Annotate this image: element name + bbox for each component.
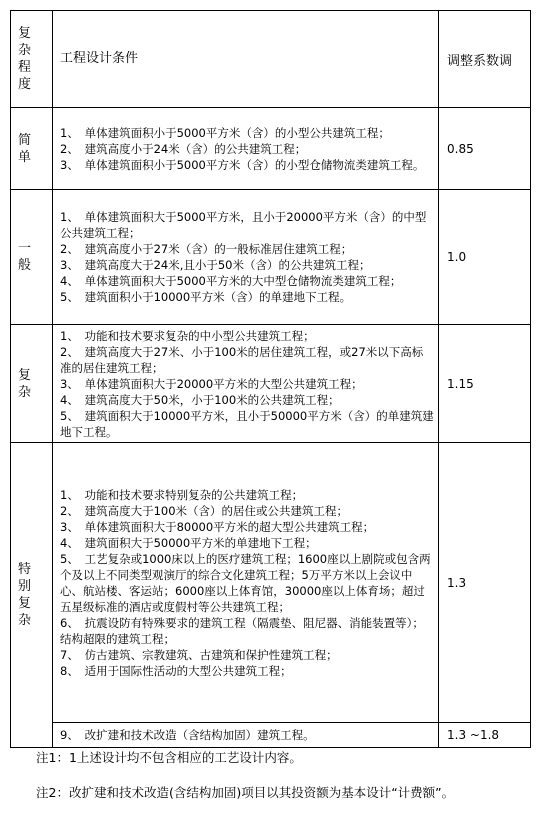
condition-item: 4、 建筑高度大于50米，小于100米的公共建筑工程；: [60, 392, 340, 407]
degree-char: 复: [18, 367, 32, 383]
note-2: 注2：改扩建和技术改造(含结构加固)项目以其投资额为基本设计“计费额”。: [36, 785, 455, 800]
condition-item: 3、 单体建筑面积大于20000平方米的大型公共建筑工程；: [60, 376, 363, 391]
table-row-special: [11, 443, 531, 723]
header-degree-char: 度: [18, 77, 32, 92]
condition-item: 1、 功能和技术要求特别复杂的公共建筑工程；: [60, 487, 304, 502]
table-row-normal: [11, 190, 531, 325]
table-row-complex: [11, 325, 531, 443]
condition-item: 5、 建筑面积小于10000平方米（含）的单建地下工程。: [60, 290, 352, 304]
coefficient-cell: 1.0: [439, 190, 531, 325]
degree-char: 一: [18, 241, 32, 256]
condition-item: 3、 单体建筑面积大于80000平方米的超大型公共建筑工程；: [60, 519, 375, 534]
degree-cell: [11, 443, 53, 748]
table-row-simple: [11, 108, 531, 190]
coefficient-cell: 0.85: [439, 108, 531, 190]
condition-item: 6、 抗震设防有特殊要求的建筑工程（隔震垫、阻尼器、消能装置等）；结构超限的建筑工程；: [60, 615, 424, 646]
condition-item: 5、 建筑面积大于10000平方米，且小于50000平方米（含）的单建筑建地下工程。: [60, 408, 434, 439]
condition-item: 8、 适用于国际性活动的大型公共建筑工程；: [60, 663, 292, 678]
condition-item: 4、 建筑面积大于50000平方米的单建地下工程；: [60, 535, 317, 550]
coefficient-cell: 1.15: [439, 325, 531, 443]
condition-item: 4、 单体建筑面积大于5000平方米的大中型仓储物流类建筑工程；: [60, 274, 402, 288]
condition-item: 2、 建筑高度大于100米（含）的居住或公共建筑工程；: [60, 503, 349, 518]
condition-item: 3、 建筑高度大于24米,且小于50米（含）的公共建筑工程；: [60, 258, 371, 272]
condition-item: 1、 单体建筑面积小于5000平方米（含）的小型公共建筑工程；: [60, 125, 390, 140]
condition-item: 1、 功能和技术要求复杂的中小型公共建筑工程；: [60, 328, 315, 343]
note-1: 注1：1上述设计均不包含相应的工艺设计内容。: [36, 750, 302, 765]
condition-item: 5、 工艺复杂或1000床以上的医疗建筑工程；1600座以上剧院或包含两个及以上不同类型观演厅的综合文化建筑工程；5万平方米以上会议中心、航站楼、客运站；6000座以上体育馆，30000座以上体育场；超过五星级标准的酒店或度假村等公共建筑工程；: [60, 551, 431, 614]
header-degree-char: 程: [18, 60, 32, 75]
degree-cell: [11, 325, 53, 443]
condition-item: 2、 建筑高度小于24米（含）的公共建筑工程；: [60, 141, 307, 156]
table-row-renovation: [11, 723, 531, 748]
condition-item: 2、 建筑高度小于27米（含）的一般标准居住建筑工程；: [60, 242, 353, 256]
degree-char: 简: [18, 132, 32, 148]
degree-char: 单: [18, 149, 32, 165]
header-conditions-cell: 工程设计条件: [53, 11, 439, 108]
condition-item: 7、 仿古建筑、宗教建筑、古建筑和保护性建筑工程；: [60, 647, 338, 662]
degree-char: 杂: [18, 384, 32, 400]
condition-item: 1、 单体建筑面积大于5000平方米，且小于20000平方米（含）的中型公共建筑工程；: [60, 210, 427, 240]
degree-char: 般: [18, 258, 32, 273]
conditions-cell: [53, 443, 439, 723]
degree-char: 复: [18, 596, 32, 611]
coefficient-cell: 1.3 ~1.8: [439, 723, 531, 748]
degree-char: 特: [18, 562, 32, 577]
design-coefficient-table: [10, 10, 531, 748]
degree-cell: [11, 108, 53, 190]
table-header-row: [11, 11, 531, 108]
header-degree-cell: [11, 11, 53, 108]
header-degree-char: 复: [18, 26, 32, 41]
condition-item: 2、 建筑高度大于27米、小于100米的居住建筑工程，或27米以下高标准的居住建筑工程；: [60, 344, 424, 375]
header-degree-char: 杂: [18, 43, 32, 58]
conditions-cell: [53, 108, 439, 190]
degree-char: 别: [18, 579, 32, 594]
header-coefficient-cell: 调整系数调: [439, 11, 531, 108]
coefficient-cell: 1.3: [439, 443, 531, 723]
degree-cell: [11, 190, 53, 325]
condition-item: 3、 单体建筑面积小于5000平方米（含）的小型仓储物流类建筑工程。: [60, 157, 425, 172]
conditions-cell: [53, 325, 439, 443]
conditions-cell: [53, 190, 439, 325]
degree-char: 杂: [18, 613, 32, 628]
conditions-cell: 9、 改扩建和技术改造（含结构加固）建筑工程。: [53, 723, 439, 748]
